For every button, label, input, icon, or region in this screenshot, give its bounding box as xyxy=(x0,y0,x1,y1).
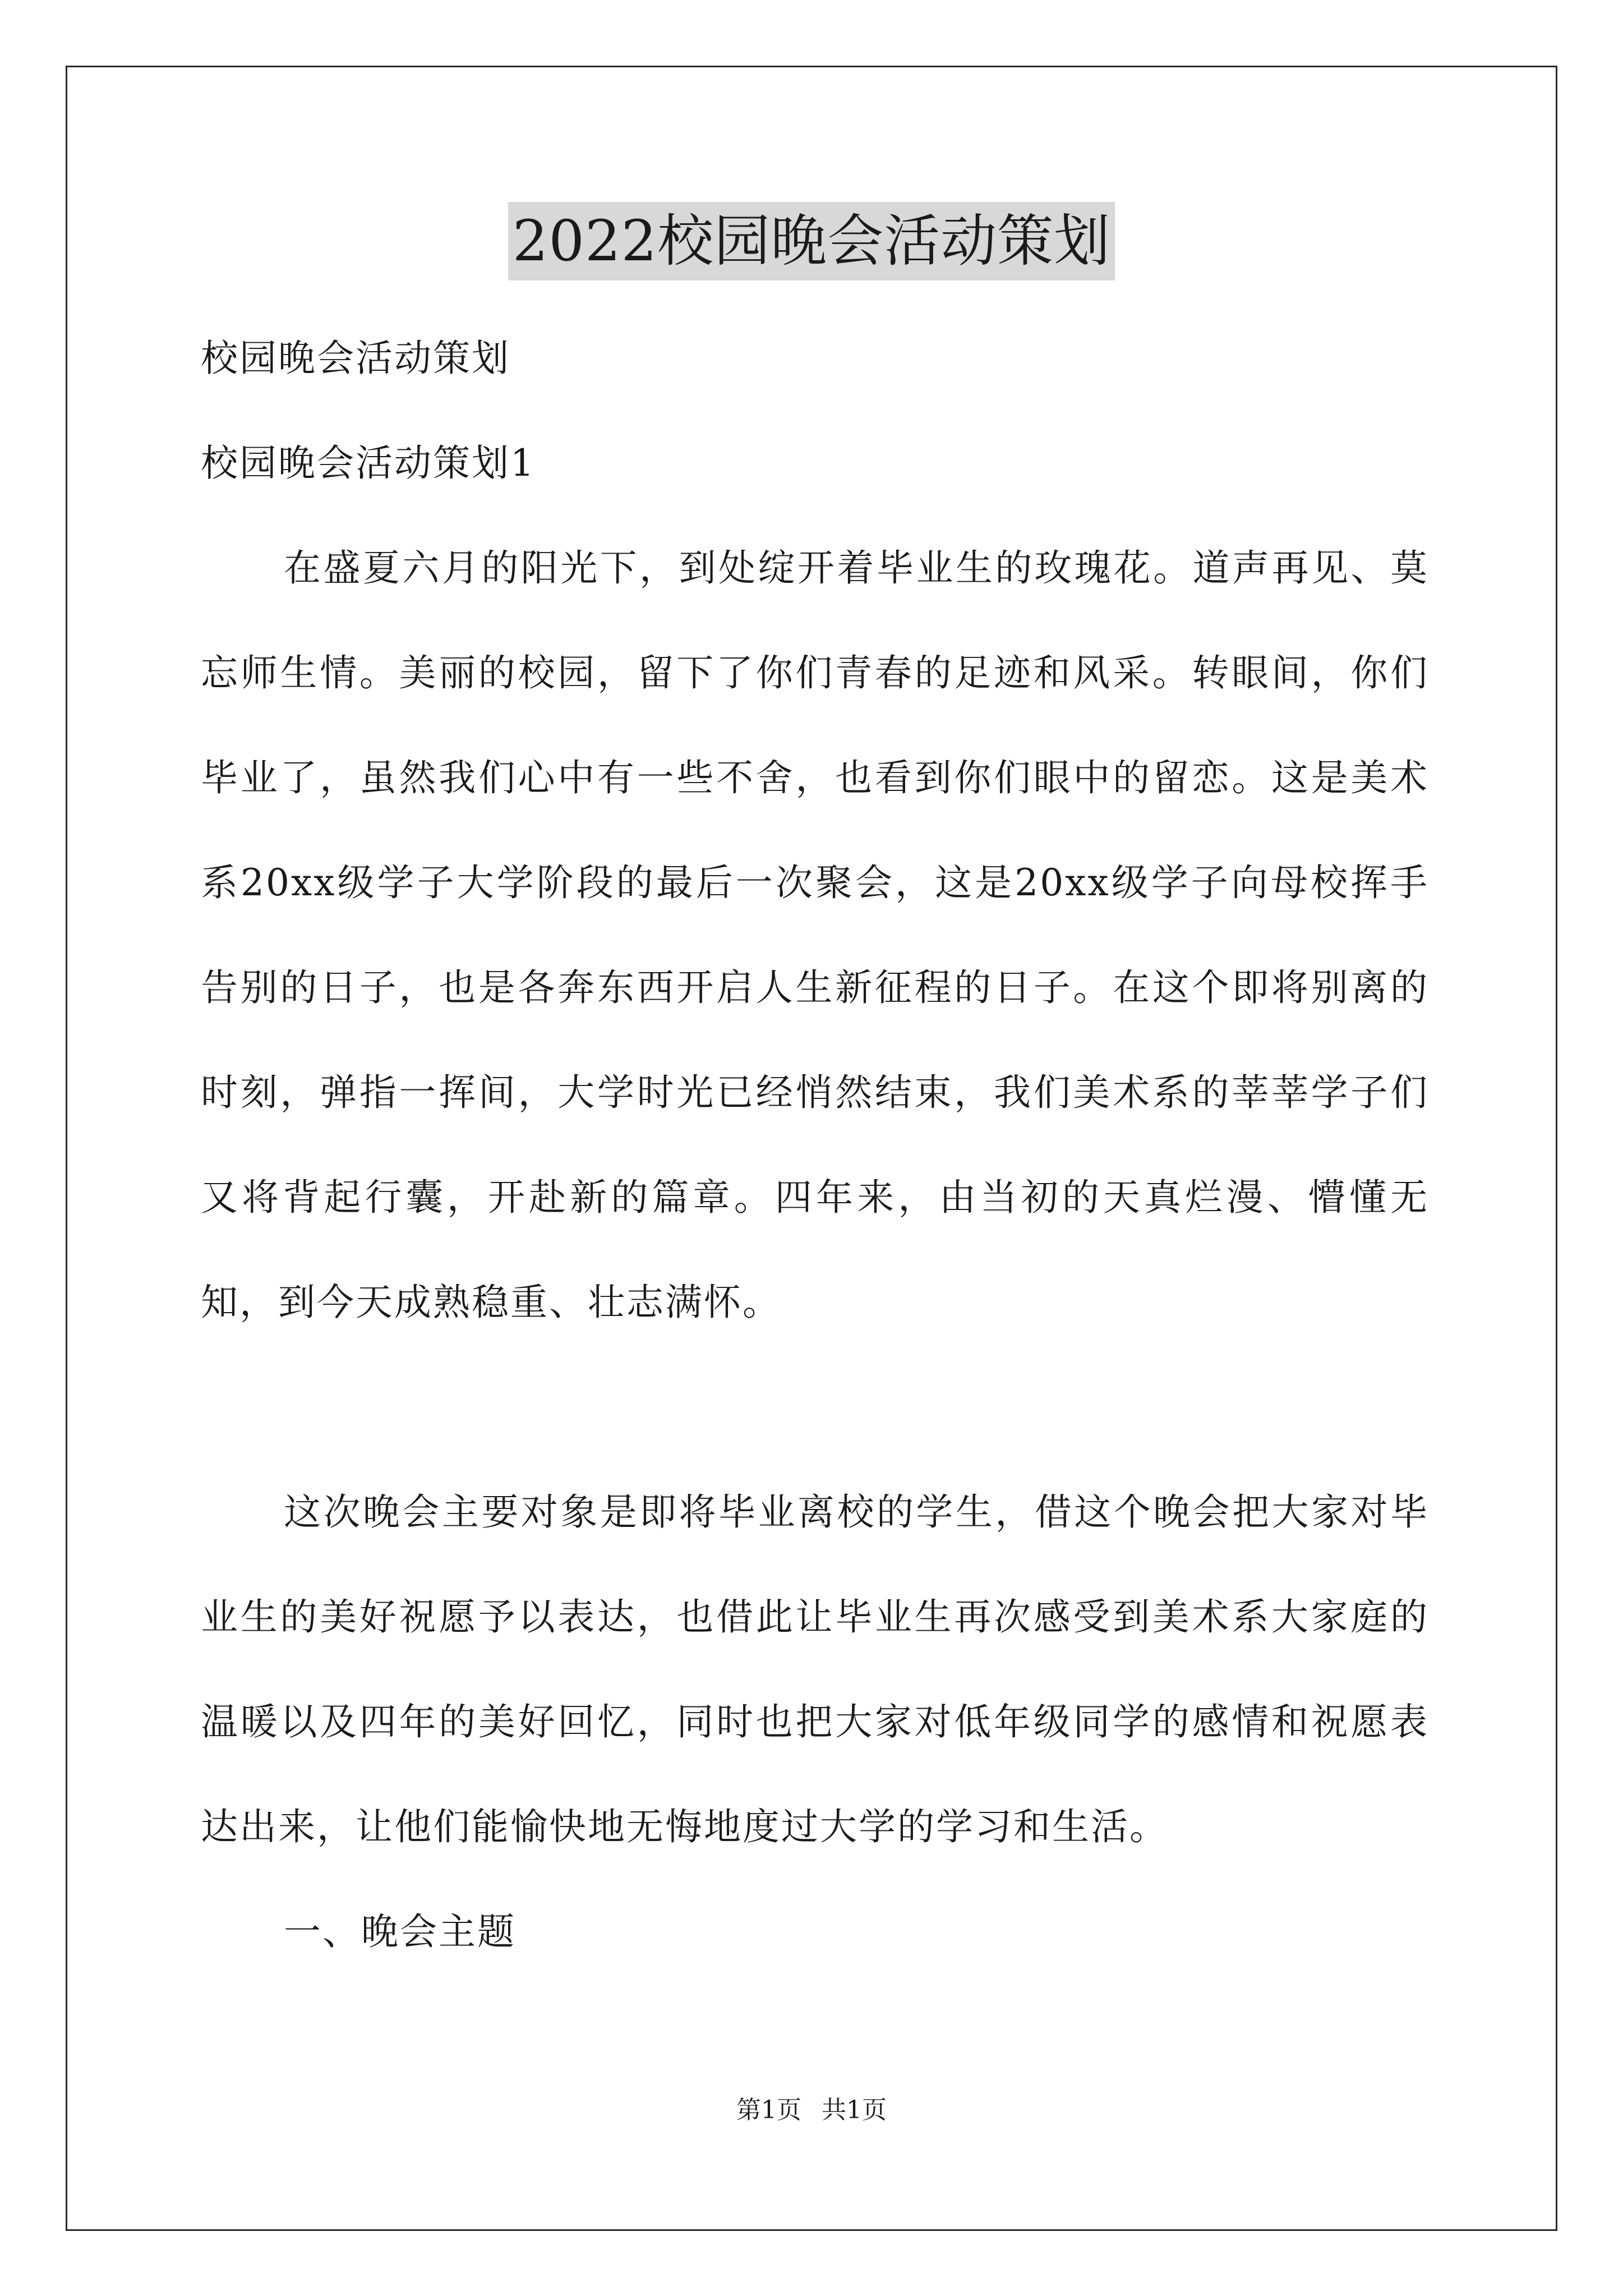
section-heading-theme: 一、晚会主题 xyxy=(284,1910,516,1953)
page-number-total: 共1页 xyxy=(822,2096,887,2124)
document-title: 2022校园晚会活动策划 xyxy=(508,202,1115,280)
title-container xyxy=(0,202,1623,280)
page-footer xyxy=(0,2093,1623,2127)
heading-sub: 校园晚会活动策划1 xyxy=(201,441,536,485)
paragraph-spacer xyxy=(201,1355,1429,1460)
document-body xyxy=(201,306,1429,1984)
page-number-current: 第1页 xyxy=(736,2096,801,2124)
heading-main: 校园晚会活动策划 xyxy=(201,337,510,380)
paragraph-intro: 在盛夏六月的阳光下，到处绽开着毕业生的玫瑰花。道声再见、莫忘师生情。美丽的校园，留下了你们青春的足迹和风采。转眼间，你们毕业了，虽然我们心中有一些不舍，也看到你们眼中的留恋。这是美术系20xx级学子大学阶段的最后一次聚会，这是20xx级学子向母校挥手告别的日子，也是各奔东西开启人生新征程的日子。在这个即将别离的时刻，弹指一挥间，大学时光已经悄然结束，我们美术系的莘莘学子们又将背起行囊，开赴新的篇章。四年来，由当初的天真烂漫、懵懂无知，到今天成熟稳重、壮志满怀。 xyxy=(201,546,1429,1324)
paragraph-purpose: 这次晚会主要对象是即将毕业离校的学生，借这个晚会把大家对毕业生的美好祝愿予以表达，也借此让毕业生再次感受到美术系大家庭的温暖以及四年的美好回忆，同时也把大家对低年级同学的感情和祝愿表达出来，让他们能愉快地无悔地度过大学的学习和生活。 xyxy=(201,1490,1429,1848)
